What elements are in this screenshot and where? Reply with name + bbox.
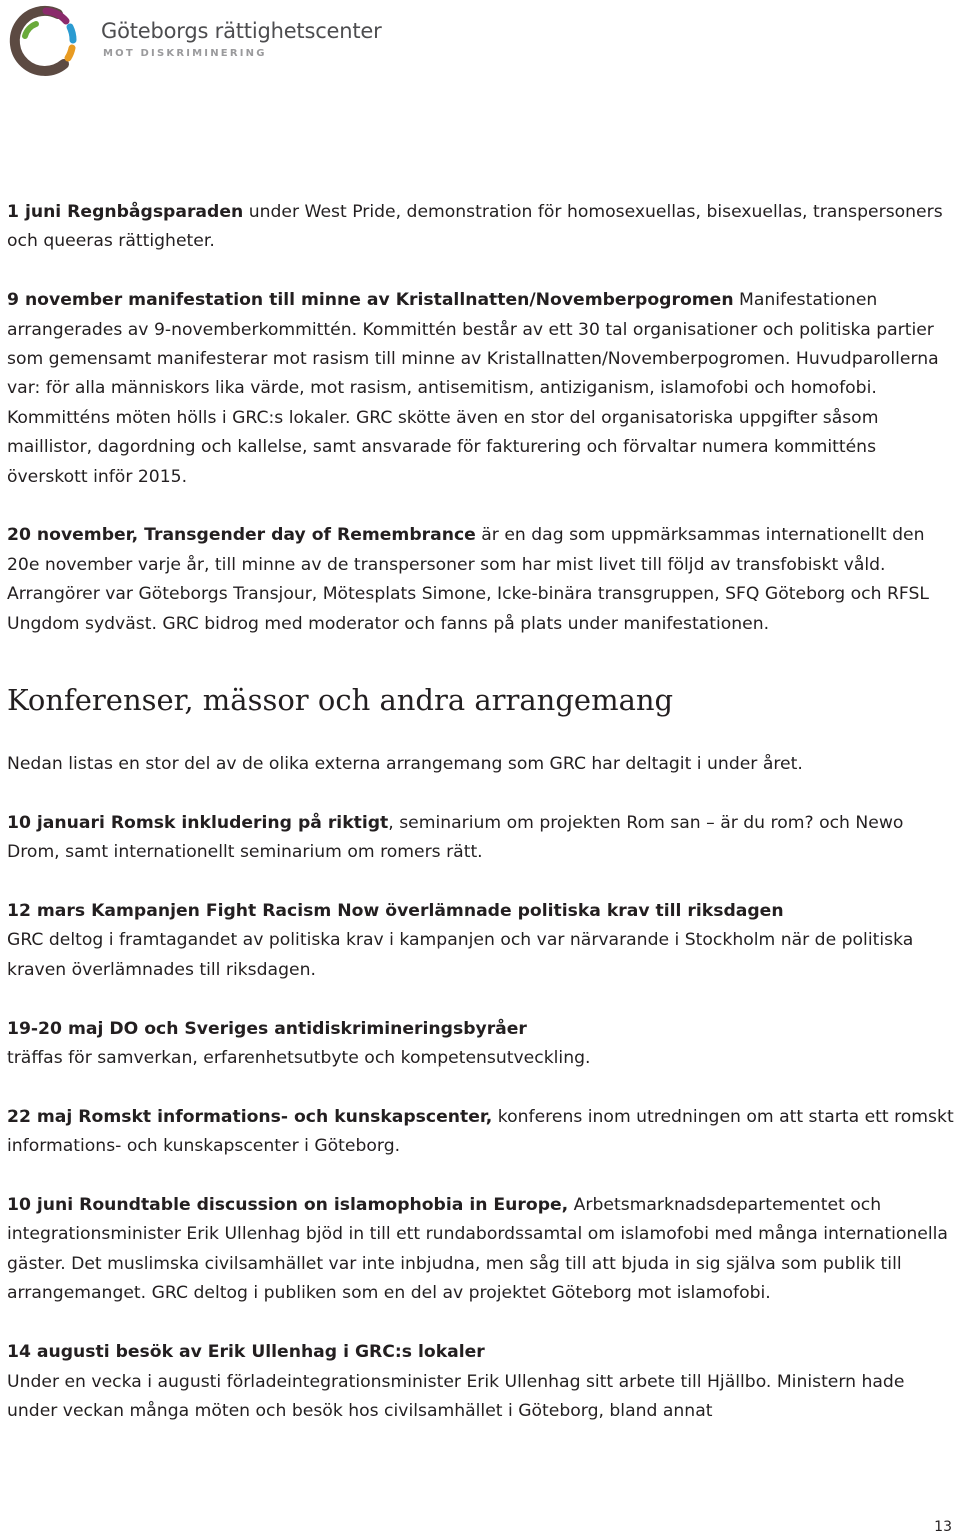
event-title: 22 maj Romskt informations- och kunskapscenter, — [7, 1106, 493, 1127]
event-paragraph — [7, 198, 955, 257]
event-title: 9 november manifestation till minne av Kristallnatten/Novemberpogromen — [7, 290, 734, 311]
event-title: 10 juni Roundtable discussion on islamophobia in Europe, — [7, 1195, 569, 1216]
event-title: 14 augusti besök av Erik Ullenhag i GRC:s lokaler — [7, 1342, 485, 1363]
section-heading: Konferenser, mässor och andra arrangemang — [7, 683, 674, 718]
event-paragraph — [7, 897, 955, 985]
event-paragraph — [7, 521, 955, 639]
event-text: Arbetsmarknadsdepartementet och integrationsminister Erik Ullenhag bjöd in till ett rundabordssamtal om islamofobi med många internationella gäster. Det muslimska civilsamhället var inte inbjudna, men såg till att bjuda in sig själva som publik till arrangemanget. GRC deltog i publiken som en del av projektet Göteborg mot islamofobi. — [7, 1195, 948, 1304]
event-paragraph — [7, 1015, 955, 1074]
event-text: under West Pride, demonstration för homosexuellas, bisexuellas, transpersoners och queeras rättigheter. — [7, 202, 943, 252]
event-paragraph — [7, 809, 955, 868]
event-title: 12 mars Kampanjen Fight Racism Now överlämnade politiska krav till riksdagen — [7, 901, 784, 922]
event-title: 20 november, Transgender day of Remembrance — [7, 525, 476, 546]
event-text: , seminarium om projekten Rom san – är du rom? och Newo Drom, samt internationellt seminarium om romers rätt. — [7, 812, 904, 863]
org-subtitle: MOT DISKRIMINERING — [103, 48, 267, 59]
section-intro: Nedan listas en stor del av de olika externa arrangemang som GRC har deltagit i under året. — [7, 754, 803, 775]
event-text: träffas för samverkan, erfarenhetsutbyte och kompetensutveckling. — [7, 1048, 591, 1069]
page-content — [7, 198, 955, 1426]
event-text: är en dag som uppmärksammas internationellt den 20e november varje år, till minne av de transpersoner som har mist livet till följd av transfobiskt våld. Arrangörer var Göteborgs Transjour, Mötesplats Simone, Icke-binära transgruppen, SFQ Göteborg och RFSL Ungdom sydväst. GRC bidrog med moderator och fanns på plats under manifestationen. — [7, 525, 929, 634]
event-paragraph — [7, 1338, 955, 1426]
event-text: Manifestationen arrangerades av 9-novemberkommittén. Kommittén består av ett 30 tal organisationer och politiska partier som gemensamt manifesterar mot rasism till minne av Kristallnatten/Novemberpogromen. Huvudparollerna var: för alla människors lika värde, mot rasism, antisemitism, antiziganism, islamofobi och homofobi. Kommitténs möten hölls i GRC:s lokaler. GRC skötte även en stor del organisatoriska uppgifter såsom maillistor, dagordning och kallelse, samt ansvarade för fakturering och förvaltar numera kommitténs överskott inför 2015. — [7, 290, 939, 487]
event-text: GRC deltog i framtagandet av politiska krav i kampanjen och var närvarande i Stockholm när de politiska kraven överlämnades till riksdagen. — [7, 930, 914, 980]
event-title: 10 januari Romsk inkludering på riktigt — [7, 812, 389, 833]
event-paragraph — [7, 1191, 955, 1309]
event-title: 19-20 maj DO och Sveriges antidiskrimineringsbyråer — [7, 1018, 527, 1039]
page-number: 13 — [934, 1519, 952, 1535]
page-header — [6, 2, 386, 80]
event-paragraph — [7, 286, 955, 492]
event-text: Under en vecka i augusti förladeintegrationsminister Erik Ullenhag sitt arbete till Hjällbo. Ministern hade under veckan många möten och besök hos civilsamhället i Göteborg, bland annat — [7, 1371, 905, 1421]
org-name: Göteborgs rättighetscenter — [101, 19, 382, 43]
event-paragraph — [7, 1103, 955, 1162]
grc-logo-icon — [6, 2, 82, 78]
event-title: 1 juni Regnbågsparaden — [7, 202, 244, 222]
event-text: konferens inom utredningen om att starta ett romskt informations- och kunskapscenter i Göteborg. — [7, 1106, 954, 1157]
